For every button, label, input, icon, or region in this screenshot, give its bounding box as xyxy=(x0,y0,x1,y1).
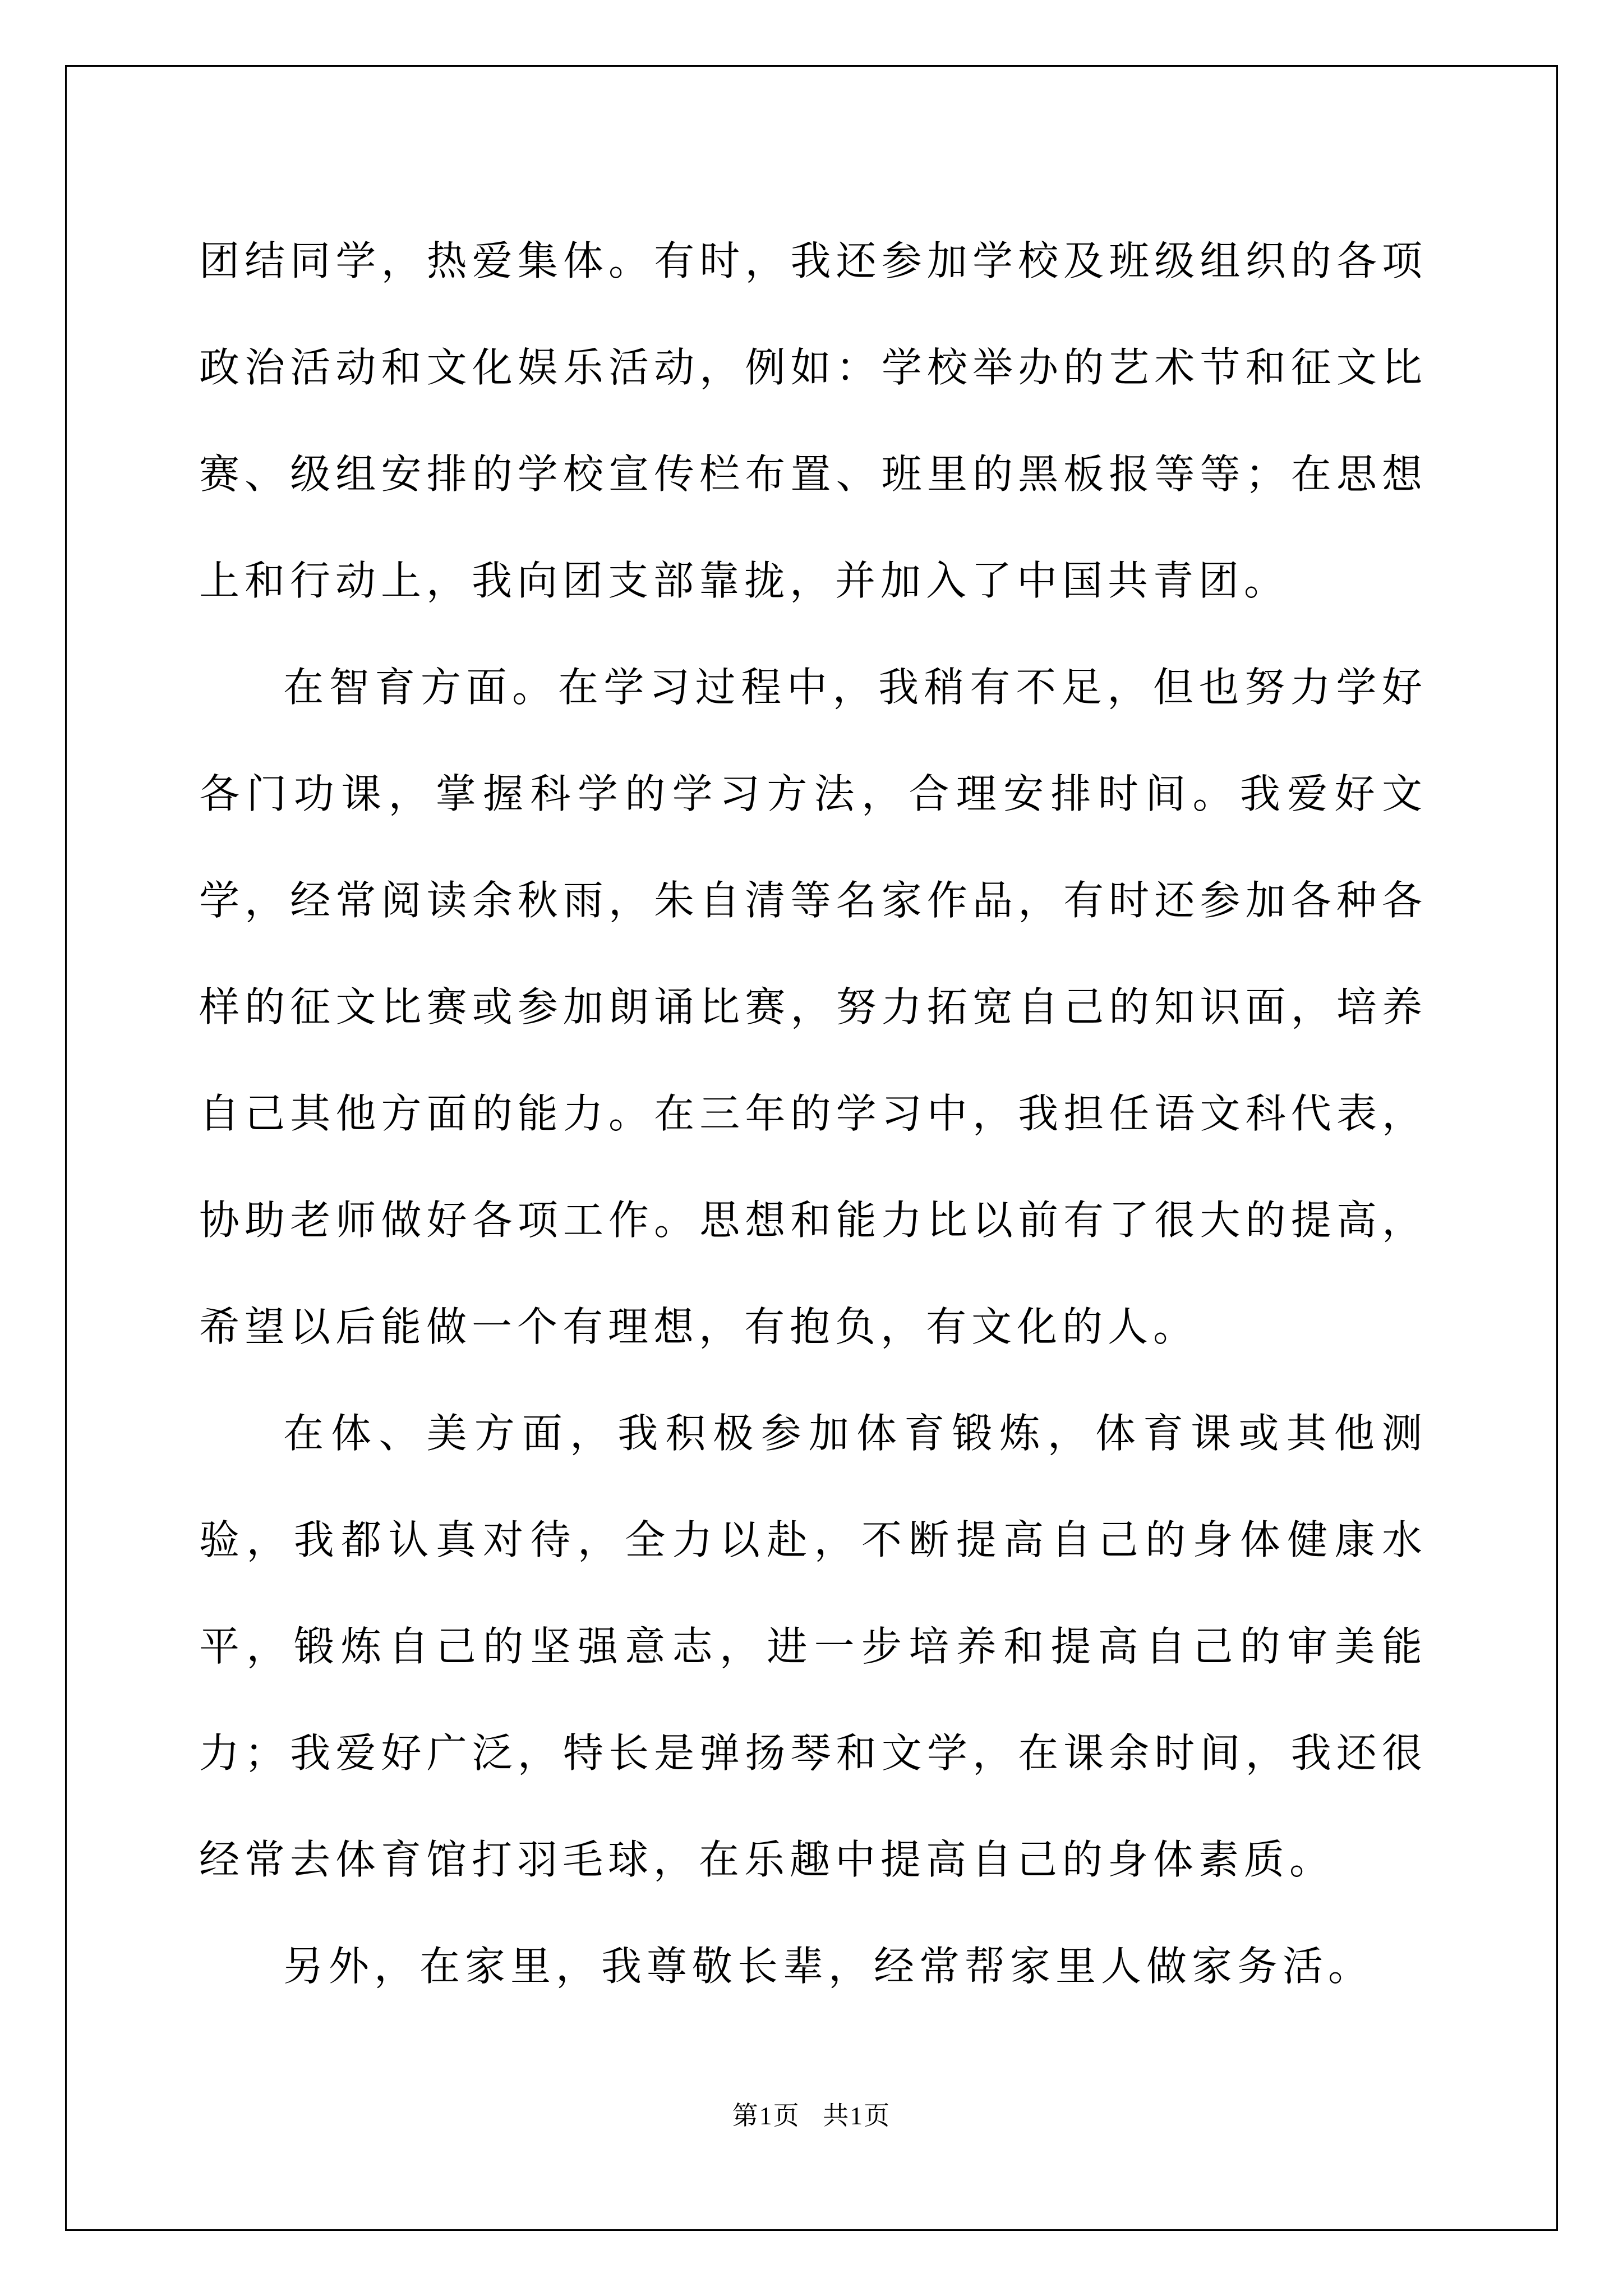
paragraph-1: 团结同学，热爱集体。有时，我还参加学校及班级组织的各项政治活动和文化娱乐活动，例如：学校举办的艺术节和征文比赛、级组安排的学校宣传栏布置、班里的黑板报等等；在思想上和行动上，我向团支部靠拢，并加入了中国共青团。 xyxy=(199,237,1427,604)
page-footer xyxy=(0,2095,1623,2132)
page-total: 共1页 xyxy=(823,2101,891,2130)
paragraph-2: 在智育方面。在学习过程中，我稍有不足，但也努力学好各门功课，掌握科学的学习方法，合理安排时间。我爱好文学，经常阅读余秋雨，朱自清等名家作品，有时还参加各种各样的征文比赛或参加朗诵比赛，努力拓宽自己的知识面，培养自己其他方面的能力。在三年的学习中，我担任语文科代表，协助老师做好各项工作。思想和能力比以前有了很大的提高，希望以后能做一个有理想，有抱负，有文化的人。 xyxy=(199,664,1427,1350)
document-body xyxy=(199,208,1427,2019)
page-number: 第1页 xyxy=(732,2101,800,2130)
paragraph-4: 另外，在家里，我尊敬长辈，经常帮家里人做家务活。 xyxy=(283,1943,1374,1990)
footer-separator xyxy=(800,2101,823,2130)
paragraph-3: 在体、美方面，我积极参加体育锻炼，体育课或其他测验，我都认真对待，全力以赴，不断提高自己的身体健康水平，锻炼自己的坚强意志，进一步培养和提高自己的审美能力；我爱好广泛，特长是弹扬琴和文学，在课余时间，我还很经常去体育馆打羽毛球，在乐趣中提高自己的身体素质。 xyxy=(199,1410,1427,1883)
